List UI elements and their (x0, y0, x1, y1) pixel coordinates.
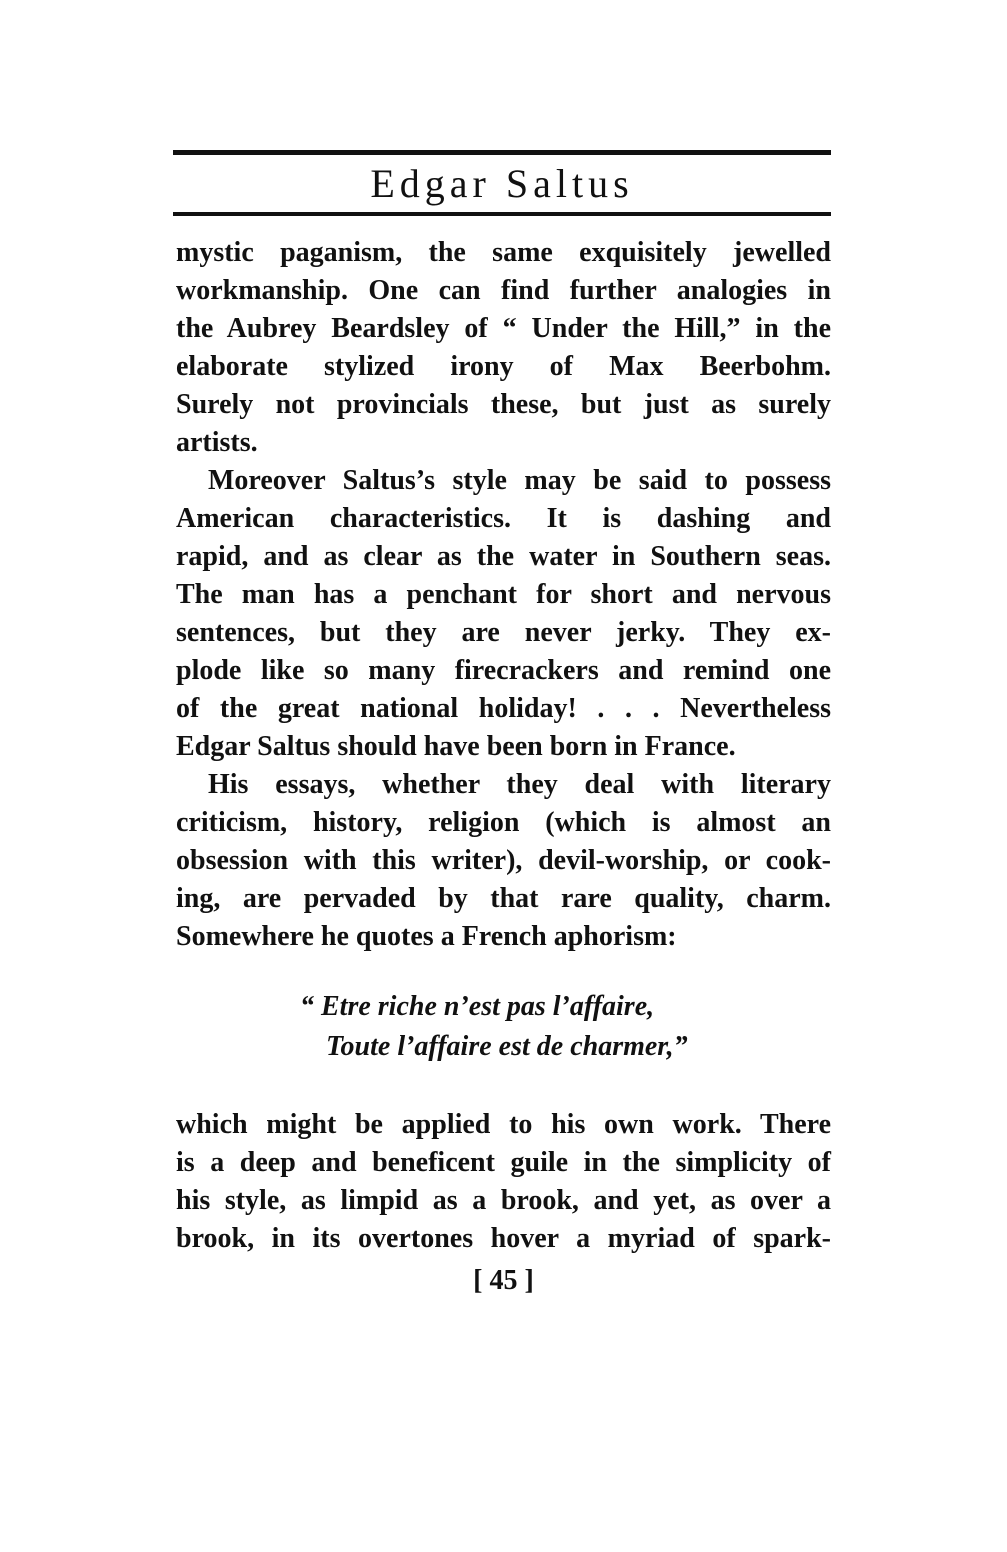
text-line: sentences, but they are never jerky. They ex- (176, 617, 831, 648)
text-line: obsession with this writer), devil-worship, or cook- (176, 845, 831, 876)
text-line: Surely not provincials these, but just as surely (176, 389, 831, 420)
text-line: workmanship. One can find further analogies in (176, 275, 831, 306)
quotation-line: Toute l’affaire est de charmer,” (326, 1031, 688, 1062)
text-line: criticism, history, religion (which is almost an (176, 807, 831, 838)
text-line: elaborate stylized irony of Max Beerbohm. (176, 351, 831, 382)
text-line: Edgar Saltus should have been born in France. (176, 731, 736, 762)
running-head: Edgar Saltus (370, 161, 634, 206)
text-line: brook, in its overtones hover a myriad of spark- (176, 1223, 831, 1254)
text-line: rapid, and as clear as the water in Southern seas. (176, 541, 831, 572)
text-line: Moreover Saltus’s style may be said to possess (208, 465, 831, 496)
text-line: which might be applied to his own work. There (176, 1109, 831, 1140)
text-line: of the great national holiday! . . . Nevertheless (176, 693, 831, 724)
header-rule-bottom (173, 212, 831, 216)
text-line: mystic paganism, the same exquisitely jewelled (176, 237, 831, 268)
text-line: plode like so many firecrackers and remind one (176, 655, 831, 686)
text-line: ing, are pervaded by that rare quality, charm. (176, 883, 831, 914)
text-line: Somewhere he quotes a French aphorism: (176, 921, 677, 952)
text-line: The man has a penchant for short and nervous (176, 579, 831, 610)
text-line: is a deep and beneficent guile in the simplicity of (176, 1147, 831, 1178)
header-rule-top (173, 150, 831, 155)
text-line: his style, as limpid as a brook, and yet, as over a (176, 1185, 831, 1216)
text-line: American characteristics. It is dashing and (176, 503, 831, 534)
text-line: His essays, whether they deal with literary (208, 769, 831, 800)
text-line: artists. (176, 427, 258, 458)
quotation-line: “ Etre riche n’est pas l’affaire, (300, 991, 655, 1022)
text-line: the Aubrey Beardsley of “ Under the Hill,” in the (176, 313, 831, 344)
page-number: [ 45 ] (473, 1265, 534, 1296)
